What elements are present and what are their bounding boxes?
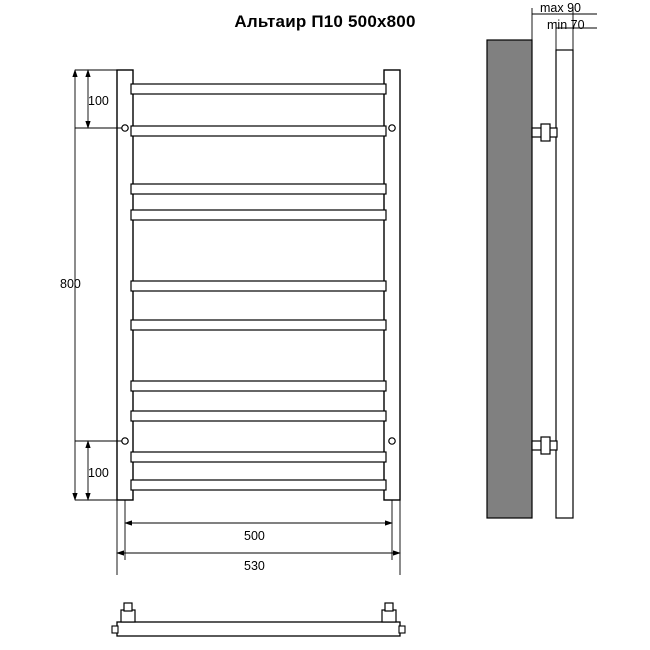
- top-view: [112, 603, 405, 636]
- dim-depth-max: max 90: [540, 1, 581, 15]
- dim-total-height: 800: [60, 277, 81, 291]
- dim-depth-min: min 70: [547, 18, 585, 32]
- front-view: [117, 70, 400, 500]
- dim-bottom-offset: 100: [88, 466, 109, 480]
- side-view: [487, 40, 573, 518]
- dim-top-offset: 100: [88, 94, 109, 108]
- page-title: Альтаир П10 500x800: [234, 12, 416, 31]
- dim-inner-width: 500: [244, 529, 265, 543]
- dim-outer-width: 530: [244, 559, 265, 573]
